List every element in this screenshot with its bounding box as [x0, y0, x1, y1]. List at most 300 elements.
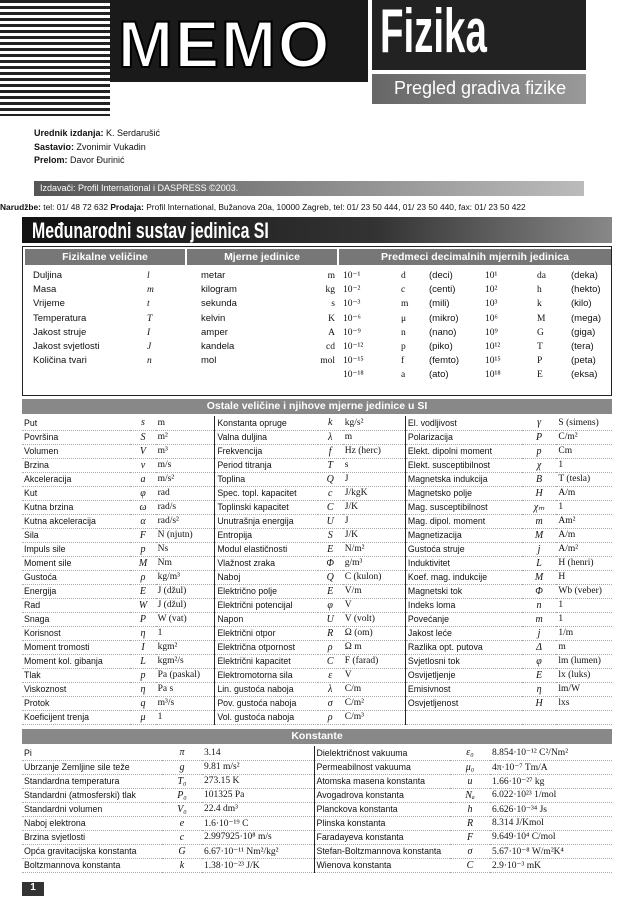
- quantity-symbol: γ: [522, 416, 557, 430]
- unit-symbol: A: [328, 327, 335, 338]
- prefix-row: [485, 283, 611, 297]
- si-row: [23, 326, 339, 340]
- si-row: [23, 354, 339, 368]
- quantity-symbol: j: [522, 542, 557, 556]
- constant-name: Standardni (atmosferski) tlak: [22, 788, 162, 802]
- table-row: [22, 746, 612, 760]
- prefix-row: [485, 326, 611, 340]
- constant-name: Planckova konstanta: [314, 802, 450, 816]
- quantity-symbol: φ: [130, 486, 155, 500]
- quantity-unit: Ω (om): [343, 626, 406, 640]
- prefix-symbol: μ: [401, 313, 407, 324]
- quantity-unit: W (vat): [156, 612, 215, 626]
- quantity-name: Elekt. dipolni moment: [405, 444, 521, 458]
- quantity-unit: V (volt): [343, 612, 406, 626]
- quantity-symbol: n: [147, 356, 152, 367]
- prefix-symbol: G: [537, 327, 544, 338]
- prefix-symbol: E: [537, 370, 543, 381]
- prefix-power: 10¹²: [485, 341, 501, 352]
- quantity-name: Pov. gustoća naboja: [215, 696, 318, 710]
- prefix-row: [343, 269, 483, 283]
- table-row: [22, 542, 612, 556]
- table-row: [22, 844, 612, 858]
- prefix-symbol: k: [537, 299, 542, 310]
- quantity-unit: A/m: [556, 528, 612, 542]
- quantity-unit: N (njutn): [156, 528, 215, 542]
- quantity-symbol: c: [318, 486, 343, 500]
- quantity-unit: 1/m: [556, 626, 612, 640]
- quantity-unit: rad/s²: [156, 514, 215, 528]
- quantity-unit: kg/m³: [156, 570, 215, 584]
- quantity-name: Električni otpor: [215, 626, 318, 640]
- quantity-name: Osvijetljenje: [405, 668, 521, 682]
- quantity-unit: C (kulon): [343, 570, 406, 584]
- constant-symbol: c: [162, 830, 202, 844]
- quantity-symbol: E: [130, 584, 155, 598]
- quantity-symbol: M: [130, 556, 155, 570]
- constant-symbol: V₀: [162, 802, 202, 816]
- credit-value: Davor Đurinić: [70, 155, 125, 165]
- quantity-symbol: I: [147, 327, 151, 338]
- si-row: [23, 312, 339, 326]
- quantity-name: Kutna brzina: [22, 500, 130, 514]
- constant-name: Standardni volumen: [22, 802, 162, 816]
- quantity-name: Duljina: [33, 270, 63, 281]
- credit-value: Zvonimir Vukadin: [76, 141, 146, 152]
- quantity-name: Električna otpornost: [215, 640, 318, 654]
- quantity-unit: m/s: [156, 458, 215, 472]
- quantity-name: Temperatura: [33, 312, 87, 324]
- quantity-symbol: Φ: [522, 584, 557, 598]
- quantity-symbol: μ: [130, 710, 155, 724]
- prefix-name: (tera): [571, 340, 594, 352]
- quantity-name: Sila: [22, 528, 130, 542]
- prefix-row: [485, 297, 611, 311]
- quantity-unit: 1: [556, 500, 612, 514]
- quantity-symbol: Q: [318, 472, 343, 486]
- quantity-unit: V/m: [343, 584, 406, 598]
- quantity-unit: J: [343, 514, 406, 528]
- quantity-symbol: V: [130, 444, 155, 458]
- prefix-name: (mikro): [429, 312, 459, 324]
- quantity-name: Naboj: [215, 570, 318, 584]
- quantity-name: Elekt. susceptibilnost: [405, 458, 521, 472]
- quantity-symbol: F: [130, 528, 155, 542]
- quantity-symbol: p: [130, 668, 155, 682]
- table-row: [22, 668, 612, 682]
- quantity-unit: lxs: [556, 696, 612, 710]
- quantity-symbol: ρ: [130, 570, 155, 584]
- constant-name: Atomska masena konstanta: [314, 774, 450, 788]
- quantity-name: Površina: [22, 430, 130, 444]
- prefix-name: (giga): [571, 326, 596, 338]
- quantity-name: Volumen: [22, 444, 130, 458]
- constant-value: 1.38·10⁻²³ J/K: [202, 858, 314, 872]
- quantity-name: Električno polje: [215, 584, 318, 598]
- quantity-symbol: s: [130, 416, 155, 430]
- stripes-decoration: [0, 0, 110, 116]
- quantity-symbol: J: [147, 341, 152, 352]
- quantity-symbol: M: [522, 570, 557, 584]
- quantity-symbol: φ: [318, 598, 343, 612]
- quantity-unit: rad: [156, 486, 215, 500]
- unit-symbol: K: [328, 313, 335, 324]
- quantity-unit: J/K: [343, 528, 406, 542]
- quantity-symbol: n: [522, 598, 557, 612]
- quantity-symbol: f: [318, 444, 343, 458]
- unit-name: kilogram: [201, 284, 237, 296]
- table-row: [22, 598, 612, 612]
- quantity-symbol: φ: [522, 654, 557, 668]
- quantity-name: Impuls sile: [22, 542, 130, 556]
- prefix-power: 10⁶: [485, 313, 498, 324]
- quantity-symbol: M: [522, 528, 557, 542]
- quantity-name: Energija: [22, 584, 130, 598]
- quantity-name: Valna duljina: [215, 430, 318, 444]
- header: [0, 0, 638, 116]
- unit-symbol: cd: [326, 341, 335, 352]
- quantity-name: Magnetizacija: [405, 528, 521, 542]
- constant-value: 2.9·10⁻³ mK: [490, 858, 612, 872]
- constant-value: 9.81 m/s²: [202, 760, 314, 774]
- prefix-name: (deka): [571, 270, 598, 281]
- prefix-row: [343, 354, 483, 368]
- constant-symbol: P₀: [162, 788, 202, 802]
- prefix-name: (centi): [429, 284, 456, 296]
- prefix-row: [343, 312, 483, 326]
- quantity-symbol: σ: [318, 696, 343, 710]
- quantity-symbol: T: [147, 313, 153, 324]
- prefix-symbol: da: [537, 271, 546, 281]
- quantity-symbol: λ: [318, 430, 343, 444]
- orders-label: Narudžbe:: [0, 202, 41, 212]
- constant-symbol: μ₀: [450, 760, 490, 774]
- constant-value: 1.66·10⁻²⁷ kg: [490, 774, 612, 788]
- constant-name: Brzina svjetlosti: [22, 830, 162, 844]
- quantity-name: Entropija: [215, 528, 318, 542]
- prefix-symbol: f: [401, 356, 405, 367]
- quantity-name: Kut: [22, 486, 130, 500]
- quantity-name: Električni kapacitet: [215, 654, 318, 668]
- quantity-symbol: E: [318, 584, 343, 598]
- quantity-unit: g/m³: [343, 556, 406, 570]
- quantity-symbol: η: [130, 682, 155, 696]
- quantity-symbol: U: [318, 514, 343, 528]
- constant-name: Standardna temperatura: [22, 774, 162, 788]
- quantity-symbol: ρ: [318, 710, 343, 724]
- quantity-name: Jakost leće: [405, 626, 521, 640]
- constant-name: Plinska konstanta: [314, 816, 450, 830]
- prefix-symbol: h: [537, 285, 542, 296]
- quantity-symbol: λ: [318, 682, 343, 696]
- quantity-name: Magnetski tok: [405, 584, 521, 598]
- prefix-power: 10²: [485, 285, 498, 296]
- table-row: [22, 710, 612, 724]
- quantity-name: Magnetsko polje: [405, 486, 521, 500]
- prefix-symbol: m: [401, 299, 409, 310]
- publishers-bar: Izdavači: Profil International i DASPRESS ©2003.: [34, 181, 584, 196]
- quantity-symbol: C: [318, 654, 343, 668]
- constant-symbol: h: [450, 802, 490, 816]
- quantity-unit: kgm²/s: [156, 654, 215, 668]
- quantity-name: Gustoća struje: [405, 542, 521, 556]
- quantity-unit: J: [343, 472, 406, 486]
- quantity-symbol: Φ: [318, 556, 343, 570]
- si-title-bar: [22, 217, 612, 243]
- quantity-symbol: χₘ: [522, 500, 557, 514]
- quantity-symbol: E: [318, 542, 343, 556]
- quantity-unit: Am²: [556, 514, 612, 528]
- unit-name: kandela: [201, 340, 235, 352]
- constants-table: [22, 746, 612, 873]
- quantity-symbol: η: [522, 682, 557, 696]
- fizika-title: Fizika: [380, 0, 487, 66]
- constant-name: Opća gravitacijska konstanta: [22, 844, 162, 858]
- other-title: Ostale veličine i njihove mjerne jedinice u SI: [22, 399, 612, 414]
- quantity-name: Povećanje: [405, 612, 521, 626]
- quantity-name: Gustoća: [22, 570, 130, 584]
- quantity-unit: C/m: [343, 682, 406, 696]
- quantity-unit: C/m²: [556, 430, 612, 444]
- table-row: [22, 514, 612, 528]
- quantity-name: [405, 710, 521, 724]
- quantity-unit: A/m²: [556, 542, 612, 556]
- quantity-unit: kgm²: [156, 640, 215, 654]
- orders-line: [0, 202, 638, 212]
- quantity-name: El. vodljivost: [405, 416, 521, 430]
- constant-value: 6.67·10⁻¹¹ Nm²/kg²: [202, 844, 314, 858]
- si-base-section: [22, 246, 612, 396]
- prefix-power: 10⁻²: [343, 285, 361, 296]
- quantity-name: Emisivnost: [405, 682, 521, 696]
- quantity-name: Električni potencijal: [215, 598, 318, 612]
- constant-value: 22.4 dm³: [202, 802, 314, 816]
- quantity-unit: H: [556, 570, 612, 584]
- constant-symbol: π: [162, 746, 202, 760]
- quantity-unit: m²: [156, 430, 215, 444]
- quantity-name: Koeficijent trenja: [22, 710, 130, 724]
- constant-name: Avogadrova konstanta: [314, 788, 450, 802]
- quantity-unit: Wb (veber): [556, 584, 612, 598]
- quantity-unit: J (džul): [156, 584, 215, 598]
- constant-symbol: k: [162, 858, 202, 872]
- quantity-unit: 1: [556, 612, 612, 626]
- quantity-unit: m/s²: [156, 472, 215, 486]
- prefix-power: 10³: [485, 299, 498, 310]
- table-row: [22, 830, 612, 844]
- quantity-symbol: p: [522, 444, 557, 458]
- quantity-unit: lm (lumen): [556, 654, 612, 668]
- prefix-row: [485, 368, 611, 382]
- constant-value: 4π·10⁻⁷ Tm/A: [490, 760, 612, 774]
- subtitle: Pregled gradiva fizike: [372, 74, 586, 104]
- quantity-unit: Ns: [156, 542, 215, 556]
- quantity-symbol: T: [318, 458, 343, 472]
- quantity-name: Moment tromosti: [22, 640, 130, 654]
- quantity-name: Spec. topl. kapacitet: [215, 486, 318, 500]
- credit-label: Prelom:: [34, 155, 71, 165]
- constant-symbol: Nₐ: [450, 788, 490, 802]
- constant-symbol: ε₀: [450, 746, 490, 760]
- quantity-unit: J/kgK: [343, 486, 406, 500]
- constant-name: Dielektričnost vakuuma: [314, 746, 450, 760]
- quantity-symbol: q: [130, 696, 155, 710]
- quantity-unit: 1: [556, 458, 612, 472]
- quantity-symbol: χ: [522, 458, 557, 472]
- prefix-power: 10⁹: [485, 327, 498, 338]
- quantity-symbol: B: [522, 472, 557, 486]
- constant-value: 2.997925·10⁸ m/s: [202, 830, 314, 844]
- prefix-symbol: n: [401, 327, 406, 338]
- quantity-name: Indeks loma: [405, 598, 521, 612]
- quantity-name: Lin. gustoća naboja: [215, 682, 318, 696]
- table-row: [22, 858, 612, 872]
- quantity-symbol: ω: [130, 500, 155, 514]
- quantity-name: Frekvencija: [215, 444, 318, 458]
- constant-symbol: σ: [450, 844, 490, 858]
- quantity-symbol: E: [522, 668, 557, 682]
- quantity-unit: 1: [556, 598, 612, 612]
- quantity-name: Korisnost: [22, 626, 130, 640]
- sales-label: Prodaja:: [110, 202, 144, 212]
- si-row: [23, 340, 339, 354]
- header-prefixes: Predmeci decimalnih mjernih jedinica: [339, 249, 611, 265]
- quantity-symbol: ε: [318, 668, 343, 682]
- table-row: [22, 640, 612, 654]
- credits: [34, 127, 160, 168]
- constant-name: Wienova konstanta: [314, 858, 450, 872]
- table-row: [22, 696, 612, 710]
- quantity-name: Koef. mag. indukcije: [405, 570, 521, 584]
- table-row: [22, 788, 612, 802]
- quantity-name: Magnetska indukcija: [405, 472, 521, 486]
- quantity-symbol: U: [318, 612, 343, 626]
- quantity-unit: Pa (paskal): [156, 668, 215, 682]
- quantity-name: Period titranja: [215, 458, 318, 472]
- quantity-unit: V: [343, 668, 406, 682]
- constant-value: 5.67·10⁻⁸ W/m²K⁴: [490, 844, 612, 858]
- quantity-unit: Ω m: [343, 640, 406, 654]
- constant-symbol: F: [450, 830, 490, 844]
- quantity-unit: m³/s: [156, 696, 215, 710]
- quantity-name: Jakost svjetlosti: [33, 340, 100, 352]
- prefix-power: 10⁻⁹: [343, 327, 361, 338]
- table-row: [22, 570, 612, 584]
- prefix-name: (mega): [571, 312, 602, 324]
- quantity-symbol: η: [130, 626, 155, 640]
- quantity-name: Toplina: [215, 472, 318, 486]
- quantity-name: Vol. gustoća naboja: [215, 710, 318, 724]
- unit-symbol: kg: [325, 285, 335, 296]
- quantity-symbol: α: [130, 514, 155, 528]
- si-row: [23, 297, 339, 311]
- quantity-name: Polarizacija: [405, 430, 521, 444]
- quantity-name: Rad: [22, 598, 130, 612]
- prefix-symbol: c: [401, 285, 406, 296]
- quantity-unit: [556, 710, 612, 724]
- credit-line: [34, 154, 160, 168]
- prefix-symbol: p: [401, 341, 406, 352]
- header-units: Mjerne jedinice: [187, 249, 337, 265]
- quantity-name: Osvjetljenost: [405, 696, 521, 710]
- quantity-unit: J/K: [343, 500, 406, 514]
- quantity-unit: 1: [156, 626, 215, 640]
- unit-name: metar: [201, 270, 226, 281]
- quantity-symbol: p: [130, 542, 155, 556]
- unit-symbol: s: [331, 299, 335, 310]
- quantity-unit: Cm: [556, 444, 612, 458]
- unit-symbol: m: [327, 271, 335, 281]
- prefix-row: [343, 340, 483, 354]
- quantity-unit: m: [343, 430, 406, 444]
- quantity-name: Induktivitet: [405, 556, 521, 570]
- quantity-unit: rad/s: [156, 500, 215, 514]
- prefix-symbol: d: [401, 271, 406, 281]
- table-row: [22, 760, 612, 774]
- credit-line: [34, 141, 160, 155]
- prefix-row: [343, 326, 483, 340]
- quantity-unit: lm/W: [556, 682, 612, 696]
- table-row: [22, 472, 612, 486]
- constant-value: 6.022·10²³ 1/mol: [490, 788, 612, 802]
- quantity-name: Protok: [22, 696, 130, 710]
- constant-value: 9.649·10⁴ C/mol: [490, 830, 612, 844]
- prefix-name: (mili): [429, 298, 450, 310]
- prefix-neg-list: [343, 269, 483, 383]
- unit-name: kelvin: [201, 312, 226, 324]
- prefix-symbol: a: [401, 370, 406, 381]
- quantity-name: Mag. dipol. moment: [405, 514, 521, 528]
- quantity-unit: Hz (herc): [343, 444, 406, 458]
- quantity-symbol: C: [318, 500, 343, 514]
- prefix-row: [485, 340, 611, 354]
- quantity-symbol: S: [318, 528, 343, 542]
- quantity-unit: A/m: [556, 486, 612, 500]
- quantity-name: Jakost struje: [33, 326, 87, 338]
- quantity-name: Modul elastičnosti: [215, 542, 318, 556]
- quantity-unit: C/m²: [343, 696, 406, 710]
- quantity-symbol: t: [147, 299, 150, 310]
- constant-name: Ubrzanje Zemljine sile teže: [22, 760, 162, 774]
- constant-value: 8.854·10⁻¹² C²/Nm²: [490, 746, 612, 760]
- prefix-power: 10¹⁸: [485, 370, 501, 381]
- constant-symbol: g: [162, 760, 202, 774]
- orders-tel: tel: 01/ 48 72 632: [43, 202, 109, 212]
- constant-name: Boltzmannova konstanta: [22, 858, 162, 872]
- constant-name: Pi: [22, 746, 162, 760]
- unit-name: sekunda: [201, 298, 237, 310]
- header-quantities: Fizikalne veličine: [25, 249, 185, 265]
- prefix-power: 10⁻¹²: [343, 341, 364, 352]
- quantity-symbol: m: [522, 612, 557, 626]
- quantity-name: Napon: [215, 612, 318, 626]
- quantity-name: Mag. susceptibilnost: [405, 500, 521, 514]
- quantity-symbol: L: [522, 556, 557, 570]
- quantity-name: Elektromotorna sila: [215, 668, 318, 682]
- table-row: [22, 816, 612, 830]
- quantity-symbol: P: [130, 612, 155, 626]
- quantity-name: Količina tvari: [33, 355, 87, 367]
- quantity-name: Vlažnost zraka: [215, 556, 318, 570]
- prefix-name: (deci): [429, 270, 453, 281]
- quantity-unit: F (farad): [343, 654, 406, 668]
- prefix-power: 10⁻⁶: [343, 313, 361, 324]
- page-number: 1: [22, 882, 44, 896]
- table-row: [22, 528, 612, 542]
- si-row: [23, 269, 339, 283]
- prefix-name: (piko): [429, 340, 453, 352]
- prefix-row: [485, 312, 611, 326]
